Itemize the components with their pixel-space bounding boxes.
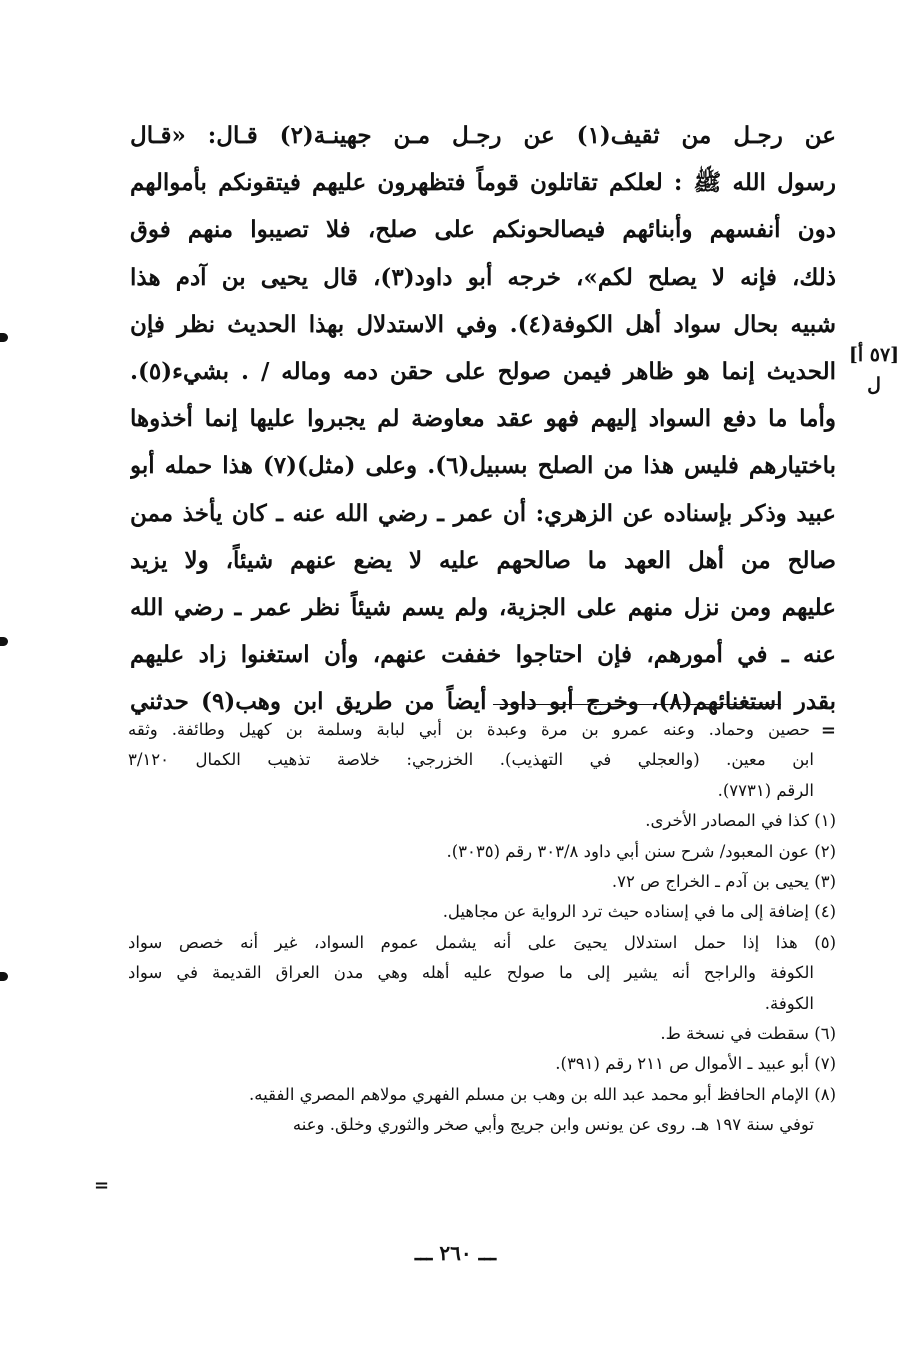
edge-binding-mark [0, 637, 8, 646]
edge-binding-mark [0, 333, 8, 342]
footnote-item: (٣) يحيى بن آدم ـ الخراج ص ٧٢. [611, 871, 836, 891]
footnote-line: الكوفة والراجح أنه يشير إلى ما صولح عليه أهله وهي مدن العراق القديمة في سواد [128, 963, 814, 983]
main-text-line: باختيارهم فليس هذا من الصلح بسبيل(٦). وعلى (مثل)(٧) هذا حمله أبو [130, 452, 836, 480]
footnote-line: ابن معين. (والعجلي في التهذيب). الخزرجي: خلاصة تذهيب الكمال ٣/١٢٠ [128, 750, 814, 770]
main-text-line: صالح من أهل العهد ما صالحهم عليه لا يضع عنهم شيئاً، ولا يزيد [130, 546, 836, 574]
footnote-item: (٨) الإمام الحافظ أبو محمد عبد الله بن وهب بن مسلم الفهري مولاهم المصري الفقيه. [249, 1084, 836, 1104]
main-text-line: رسول الله ﷺ : لعلكم تقاتلون قوماً فتظهرون عليهم فيتقونكم بأموالهم [130, 169, 836, 197]
edge-binding-mark [0, 972, 8, 981]
continuation-marker: = [820, 720, 836, 741]
main-text-line: عن رجـل من ثقيف(١) عن رجـل مـن جهينـة(٢) قـال: «قـال [130, 122, 836, 149]
main-text-line: الحديث إنما هو ظاهر فيمن صولح على حقن دمه وماله / . بشيء(٥). [130, 357, 836, 385]
footnote-separator [493, 704, 781, 705]
main-text-line: ذلك، فإنه لا يصلح لكم»، خرجه أبو داود(٣)، قال يحيى بن آدم هذا [130, 263, 836, 291]
footnote-item: (٢) عون المعبود/ شرح سنن أبي داود ٣٠٣/٨ رقم (٣٠٣٥). [446, 841, 836, 861]
footnote-item: (٦) سقطت في نسخة ط. [660, 1023, 836, 1043]
main-text-line: وأما ما دفع السواد إليهم فهو عقد معاوضة لم يجبروا عليها إنما أخذوها [130, 405, 836, 433]
manuscript-siglum: ل [867, 374, 881, 396]
footnote-line: توفي سنة ١٩٧ هـ. روى عن يونس وابن جريج وأبي صخر والثوري وخلق. وعنه [292, 1115, 814, 1135]
main-text-line: بقدر استغنائهم(٨)، وخرج أبو داود أيضاً من طريق ابن وهب(٩) حدثني [130, 688, 836, 716]
footnote-item: (٧) أبو عبيد ـ الأموال ص ٢١١ رقم (٣٩١). [555, 1054, 836, 1074]
page-number: ـــ ٢٦٠ ـــ [414, 1241, 497, 1265]
main-text-line: شبيه بحال سواد أهل الكوفة(٤). وفي الاستدلال بهذا الحديث نظر فإن [130, 310, 836, 338]
main-text-line: عليهم ومن نزل منهم على الجزية، ولم يسم شيئاً نظر عمر ـ رضي الله [130, 593, 836, 621]
main-text-line: دون أنفسهم وأبنائهم فيصالحونكم على صلح، فلا تصيبوا منهم فوق [130, 216, 836, 244]
footnote-item: (٤) إضافة إلى ما في إسناده حيث ترد الرواية عن مجاهيل. [442, 902, 836, 922]
footnotes-block [128, 715, 836, 1140]
footnote-line [128, 715, 836, 745]
folio-reference: [٥٧ أ] [848, 344, 900, 366]
footnote-item: (٥) هذا إذا حمل استدلال يحيىَ على أنه يشمل عموم السواد، غير أنه خصص سواد [128, 932, 836, 952]
footnote-line: الكوفة. [764, 993, 814, 1013]
main-text-block [130, 112, 836, 725]
main-text-line: عنه ـ في أمورهم، فإن احتاجوا خففت عنهم، وأن استغنوا زاد عليهم [130, 641, 836, 669]
main-text-line: عبيد وذكر بإسناده عن الزهري: أن عمر ـ رضي الله عنه ـ كان يأخذ ممن [130, 499, 836, 527]
continuation-marker: = [94, 1175, 110, 1196]
footnote-text: حصين وحماد. وعنه عمرو بن مرة وعبدة بن أبي لبابة وسلمة بن كهيل وطائفة. وثقه [128, 720, 810, 739]
footnote-line: الرقم (٧٧٣١). [717, 780, 814, 800]
footnote-item: (١) كذا في المصادر الأخرى. [645, 811, 836, 831]
margin-note [842, 340, 906, 400]
